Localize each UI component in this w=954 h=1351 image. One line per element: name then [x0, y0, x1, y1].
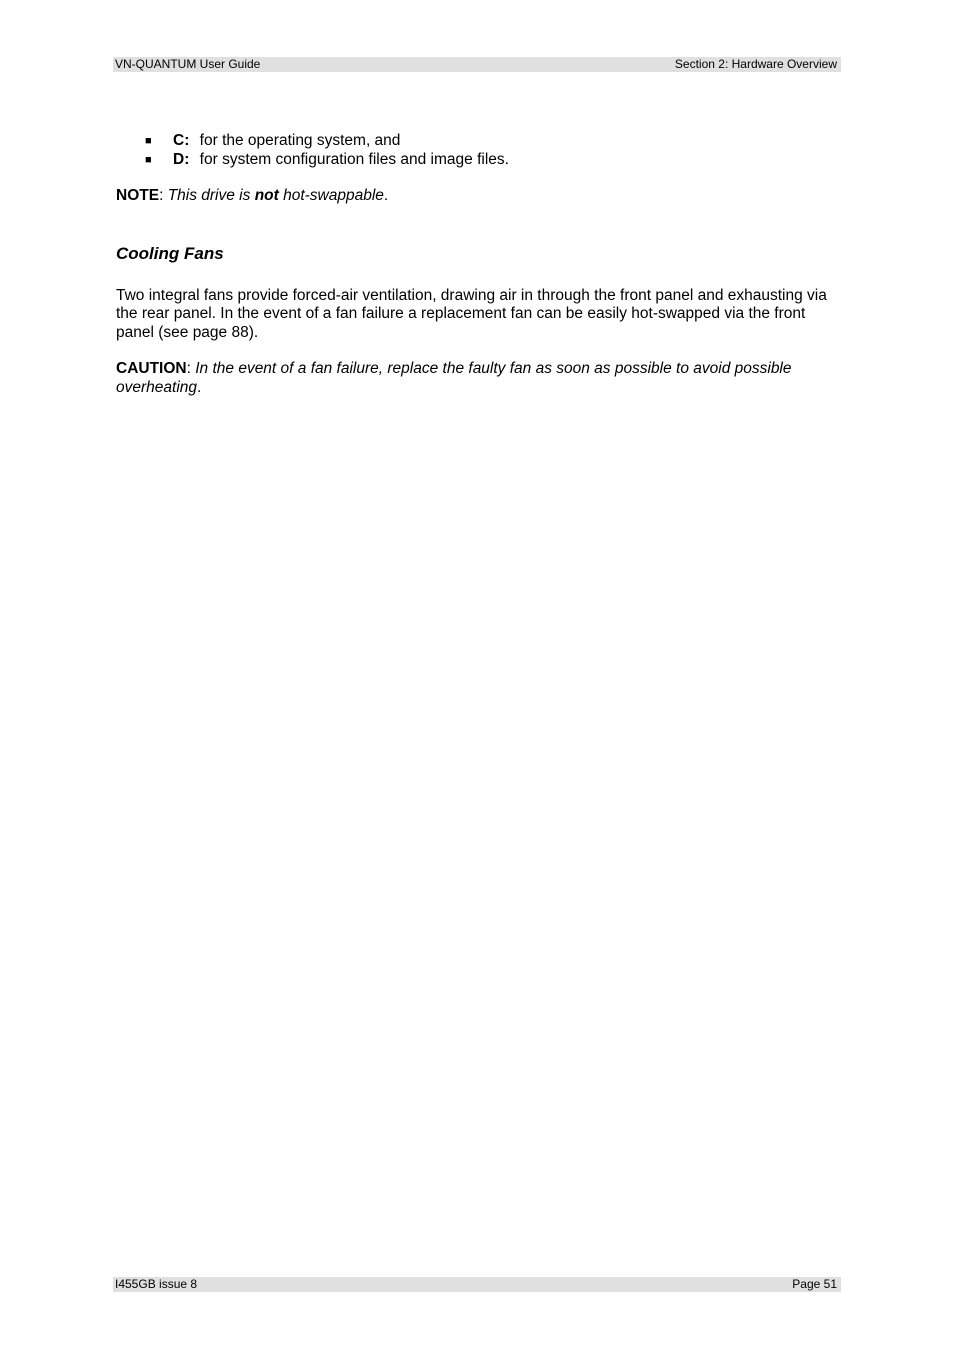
header-section-title: Section 2: Hardware Overview — [674, 57, 837, 71]
caution-text: In the event of a fan failure, replace the faulty fan as soon as possible to avoid possible overheating — [116, 360, 792, 396]
caution-end: . — [197, 378, 202, 396]
note-paragraph — [116, 187, 840, 206]
footer-doc-id: I455GB issue 8 — [115, 1277, 198, 1291]
drive-list — [116, 132, 840, 170]
caution-separator: : — [186, 360, 196, 377]
body-paragraph: Two integral fans provide forced-air ventilation, drawing air in through the front panel and exhausting via the rear panel. In the event of a fan failure a replacement fan can be easily hot-swapped via the front panel (see page 88). — [116, 286, 827, 341]
caution-label: CAUTION — [116, 360, 187, 377]
list-item — [116, 151, 840, 170]
square-bullet-icon: ■ — [145, 135, 152, 147]
note-separator: : — [159, 187, 168, 204]
section-heading: Cooling Fans — [116, 243, 224, 263]
drive-description: for the operating system, and — [199, 132, 401, 149]
caution-paragraph — [116, 360, 840, 397]
drive-letter: C: — [173, 132, 190, 149]
footer-page-number: Page 51 — [792, 1277, 837, 1291]
page-footer — [113, 1277, 841, 1292]
note-text-after: hot-swappable — [278, 187, 384, 204]
note-label: NOTE — [116, 187, 160, 204]
list-item — [116, 132, 840, 151]
page-header — [113, 57, 841, 72]
page-content — [116, 132, 840, 397]
note-text-before: This drive is — [167, 187, 255, 204]
header-doc-title: VN-QUANTUM User Guide — [115, 57, 261, 71]
square-bullet-icon: ■ — [145, 154, 152, 166]
drive-description: for system configuration files and image files. — [199, 151, 509, 168]
note-emphasis: not — [254, 187, 279, 204]
drive-letter: D: — [173, 151, 190, 168]
note-end: . — [383, 187, 389, 204]
